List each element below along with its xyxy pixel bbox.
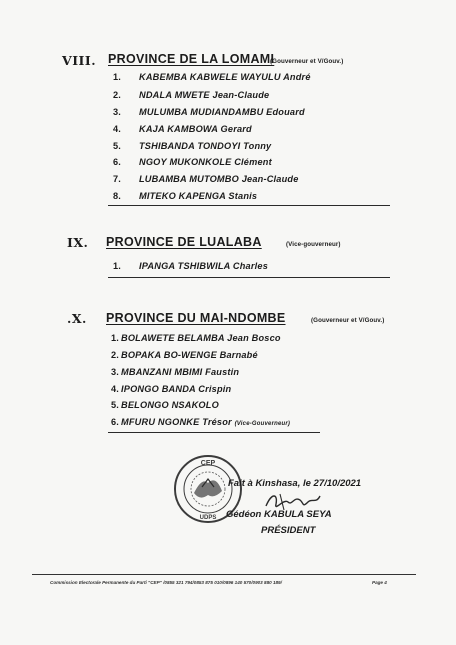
item-name: MBANZANI MBIMI Faustin (121, 367, 240, 377)
item-number: 1. (111, 333, 120, 343)
item-number: 3. (111, 367, 120, 377)
item-name: MITEKO KAPENGA Stanis (139, 191, 258, 201)
item-number: 7. (113, 174, 122, 184)
list-item (113, 157, 272, 167)
item-name: BOLAWETE BELAMBA Jean Bosco (121, 333, 281, 343)
list-item (113, 124, 252, 134)
item-name: BOPAKA BO-WENGE Barnabé (121, 350, 258, 360)
list-item (113, 107, 305, 117)
item-name: MFURU NGONKE Trésor (121, 417, 232, 427)
signatory-role: PRÉSIDENT (261, 525, 316, 536)
section-divider (108, 432, 320, 433)
item-number: 6. (113, 157, 122, 167)
section-title: PROVINCE DU MAI-NDOMBE (106, 311, 286, 325)
item-name: NDALA MWETE Jean-Claude (139, 90, 270, 100)
list-item (113, 90, 269, 100)
item-number: 5. (111, 400, 120, 410)
section-number: .X. (67, 311, 87, 326)
item-note: (Vice-Gouverneur) (234, 421, 291, 427)
section-divider (108, 205, 390, 206)
item-number: 3. (113, 107, 122, 117)
signatory-name: Gédéon KABULA SEYA (226, 509, 332, 520)
item-name: IPONGO BANDA Crispin (121, 384, 232, 394)
list-item (111, 350, 258, 360)
list-item (113, 141, 271, 151)
section-note: (Gouverneur et V/Gouv.) (311, 317, 385, 324)
list-item (111, 384, 231, 394)
section-number: VIII. (62, 53, 97, 68)
stamp-top-text: CEP (200, 460, 216, 467)
item-number: 2. (111, 350, 120, 360)
item-number: 4. (111, 384, 120, 394)
footer (50, 580, 420, 585)
item-number: 4. (113, 124, 122, 134)
item-name: MULUMBA MUDIANDAMBU Edouard (139, 107, 305, 117)
list-item (113, 72, 311, 82)
section-note: (Gouverneur et V/Gouv.) (270, 58, 344, 65)
item-name: KAJA KAMBOWA Gerard (139, 124, 252, 134)
item-number: 1. (113, 261, 122, 271)
item-name: TSHIBANDA TONDOYI Tonny (139, 141, 272, 151)
item-name: KABEMBA KABWELE WAYULU André (139, 72, 311, 82)
item-name: LUBAMBA MUTOMBO Jean-Claude (139, 174, 299, 184)
item-number: 8. (113, 191, 122, 201)
page-number: Page 4 (372, 580, 387, 585)
section-title: PROVINCE DE LA LOMAMI (108, 52, 275, 66)
list-item (111, 367, 239, 377)
footer-contact: Commission Electorale Permanente du Parti "CEP" /0855 321 794/0853 875 010/0896 140 570/0903 880 189/ (50, 580, 282, 585)
item-name: BELONGO NSAKOLO (121, 400, 219, 410)
section-title: PROVINCE DE LUALABA (106, 235, 262, 249)
section-number: IX. (67, 235, 89, 250)
item-number: 2. (113, 90, 122, 100)
stamp-bottom-text: UDPS (199, 515, 217, 521)
item-name: IPANGA TSHIBWILA Charles (139, 261, 269, 271)
list-item (111, 400, 219, 410)
item-number: 6. (111, 417, 120, 427)
section-divider (108, 277, 390, 278)
item-number: 5. (113, 141, 122, 151)
list-item (113, 261, 268, 271)
list-item (111, 417, 290, 427)
item-number: 1. (113, 72, 122, 82)
list-item (111, 333, 281, 343)
list-item (113, 174, 299, 184)
list-item (113, 191, 257, 201)
footer-divider (32, 574, 416, 575)
item-name: NGOY MUKONKOLE Clément (139, 157, 272, 167)
place-date: Fait à Kinshasa, le 27/10/2021 (228, 478, 362, 489)
section-note: (Vice-gouverneur) (286, 241, 341, 248)
